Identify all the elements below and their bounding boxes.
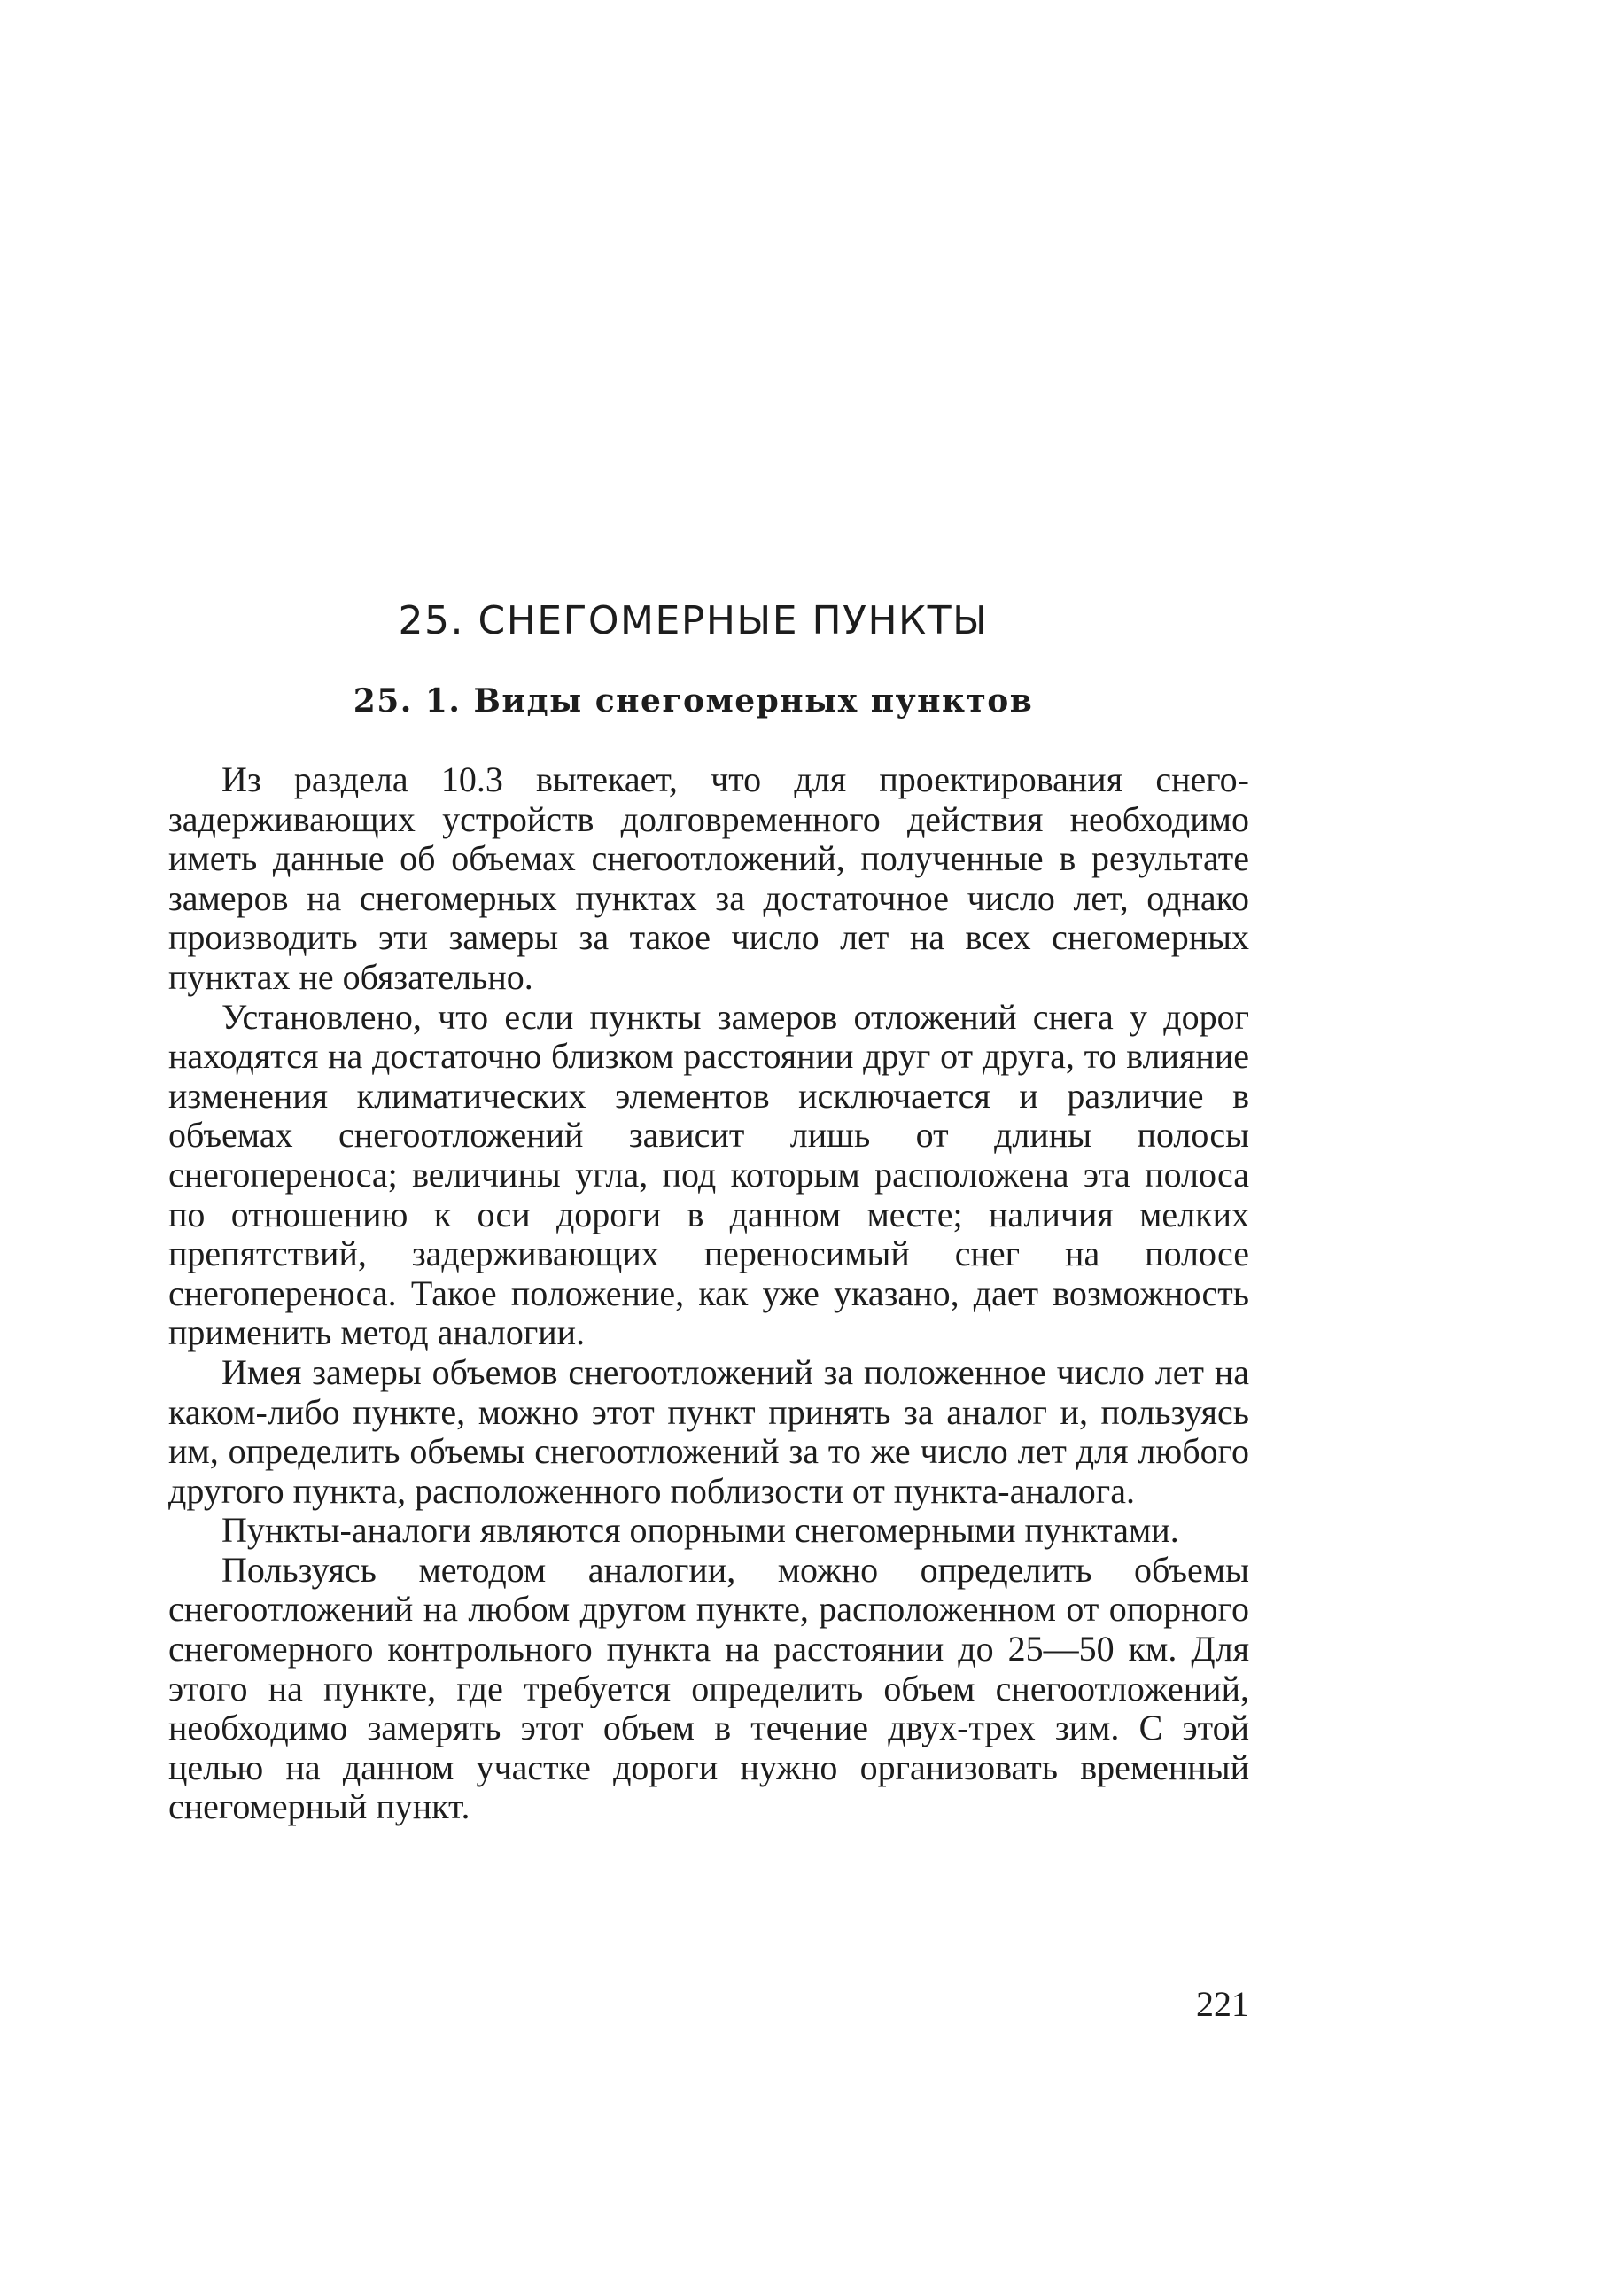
paragraph: Пункты-аналоги являются опорными снегомерными пунктами.: [221, 1510, 1179, 1551]
section-title: 25. 1. Виды снегомерных пунктов: [353, 682, 1034, 720]
paragraph: Пользуясь методом аналогии, можно определить объемы снегоотложений на любом другом пункте, расположенном от опорного снегомерного контрольного пункта на расстоянии до 25—50 км. Для этого на пункте, где требуется определить объем снегоотложений, необходимо замерять этот объем в течение двух-трех зим. С этой целью на данном участке дороги нужно организовать временный снегомерный пункт.: [168, 1549, 1249, 1827]
paragraph: Имея замеры объемов снегоотложений за положенное число лет на каком-либо пункте, можно этот пункт принять за аналог и, пользуясь им, определить объемы снегоотложений за то же число лет для любого другого пункта, расположенного поблизости от пункта-аналога.: [168, 1351, 1249, 1511]
page-number: 221: [1196, 1984, 1249, 2024]
chapter-title: 25. СНЕГОМЕРНЫЕ ПУНКТЫ: [398, 598, 989, 643]
paragraph: Установлено, что если пункты замеров отложений снега у дорог находятся на достаточно близком расстоянии друг от друга, то влияние изменения климатических элементов исключается и различие в объемах снегоотложений зависит лишь от длины полосы снегопереноса; величины угла, под которым расположена эта полоса по отношению к оси дороги в данном месте; наличия мелких препятствий, задерживающих переносимый снег на полосе снегопереноса. Такое положение, как уже указано, дает возможность применить метод аналогии.: [168, 996, 1249, 1353]
body-text: [168, 760, 1249, 1827]
paragraph: Из раздела 10.3 вытекает, что для проектирования снегозадерживающих устройств долговременного действия необходимо иметь данные об объемах снегоотложений, полученные в результате замеров на снегомерных пунктах за достаточное число лет, однако производить эти замеры за такое число лет на всех снегомерных пунктах не обязательно.: [168, 759, 1249, 997]
